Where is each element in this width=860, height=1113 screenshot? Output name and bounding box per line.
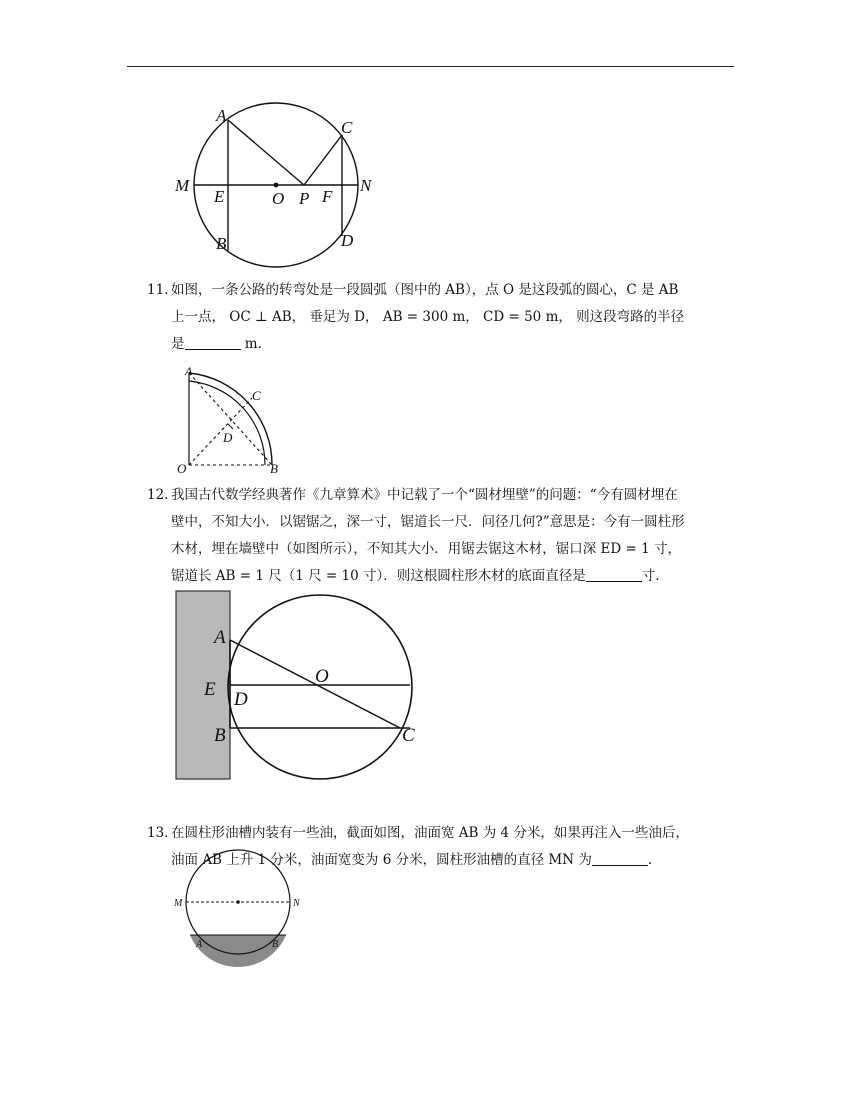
right-angle-mark [228, 424, 233, 429]
answer-blank [586, 568, 642, 582]
question-line: 壁中，不知大小．以锯锯之，深一寸，锯道长一尺．问径几何?”意思是：今有一圆柱形 [171, 514, 685, 530]
label-d: D [234, 689, 248, 710]
question-line [147, 331, 737, 358]
label-c: C [252, 388, 261, 403]
center-dot [236, 900, 240, 904]
label-b: B [216, 234, 227, 253]
label-m: M [175, 176, 190, 195]
question-line: 在圆柱形油槽内装有一些油，截面如图，油面宽 AB 为 4 分米，如果再注入一些油后， [171, 825, 689, 841]
label-b: B [270, 461, 278, 476]
figure-circle-mn [165, 100, 380, 260]
label-a: A [196, 939, 203, 950]
figure-log-in-wall [170, 588, 420, 788]
label-o: O [177, 461, 187, 476]
segment-ap [228, 120, 304, 185]
figure-road-arc [172, 365, 287, 477]
question-text: 油面 AB 上升 1 分米，油面宽变为 6 分米，圆柱形油槽的直径 MN 为 [171, 852, 592, 868]
label-p: P [299, 189, 310, 208]
question-line: 木材，埋在墙壁中（如图所示），不知其大小．用锯去锯这木材，锯口深 ED = 1 寸， [171, 541, 681, 557]
question-11 [147, 277, 737, 358]
label-a: A [216, 106, 227, 125]
segment-pc [304, 135, 342, 185]
label-e: E [204, 679, 216, 700]
question-line: 上一点， OC ⊥ AB， 垂足为 D， AB = 300 m， CD = 50 m， 则这段弯路的半径 [171, 309, 685, 325]
answer-blank [185, 336, 241, 350]
label-e: E [214, 187, 225, 206]
question-text: . [647, 852, 653, 868]
label-a: A [214, 627, 226, 648]
label-m: M [174, 898, 183, 909]
label-o: O [315, 666, 329, 687]
question-number: 13. [147, 825, 169, 841]
question-line: 我国古代数学经典著作《九章算术》中记载了一个“圆材埋壁”的问题：“今有圆材埋在 [171, 487, 678, 503]
question-number: 12. [147, 487, 169, 503]
label-n: N [293, 898, 300, 909]
question-text: 寸. [641, 568, 660, 584]
label-d: D [223, 430, 233, 445]
label-b: B [214, 725, 226, 746]
question-text: m. [240, 336, 262, 352]
label-c: C [341, 118, 353, 137]
question-text: 是 [171, 336, 185, 352]
label-d: D [341, 231, 354, 250]
question-number: 11. [147, 282, 169, 298]
label-n: N [360, 176, 372, 195]
wall [176, 591, 230, 779]
label-f: F [322, 187, 333, 206]
label-b: B [272, 939, 279, 950]
label-a: A [185, 364, 193, 378]
question-12 [147, 482, 737, 590]
figure-oil-tank [170, 850, 310, 960]
center-o-dot [274, 183, 279, 188]
question-line [147, 563, 737, 590]
answer-blank [592, 852, 648, 866]
question-text: 锯道长 AB = 1 尺（1 尺 = 10 寸）．则这根圆柱形木材的底面直径是 [171, 568, 586, 584]
question-line: 如图，一条公路的转弯处是一段圆弧（图中的 AB），点 O 是这段弧的圆心，C 是 AB [171, 282, 679, 298]
header-rule [127, 66, 734, 67]
label-o: O [272, 189, 285, 208]
label-c: C [402, 725, 415, 746]
